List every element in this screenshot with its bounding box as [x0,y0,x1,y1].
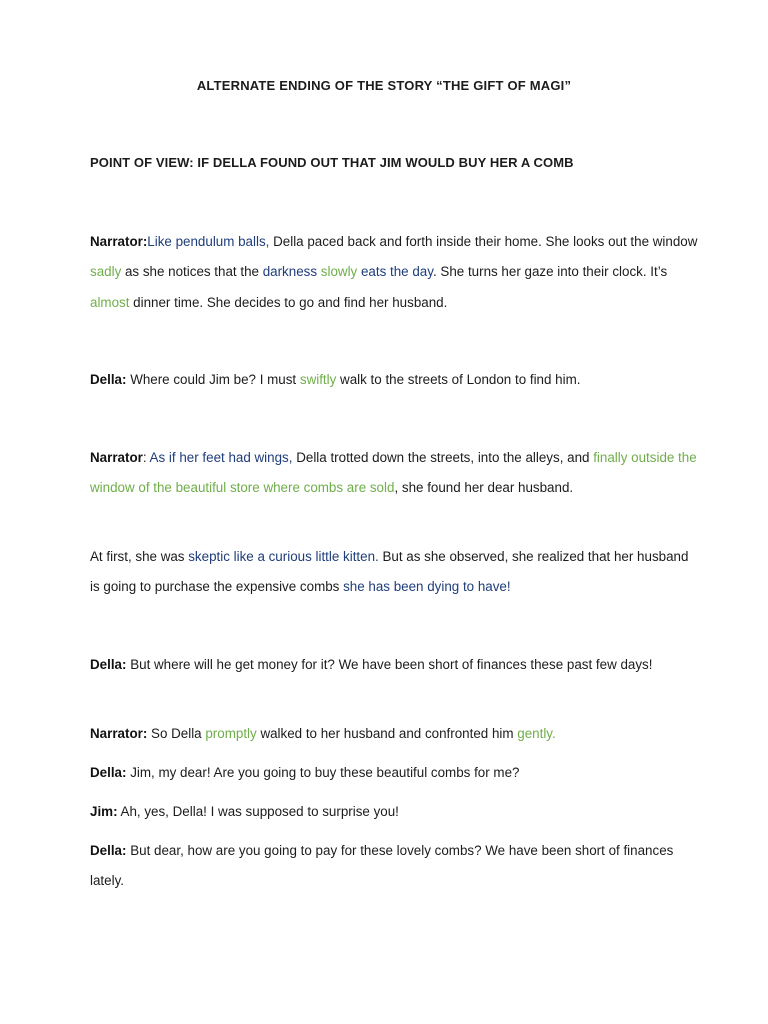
blue-highlight-segment: skeptic like a curious little kitten. [188,549,379,564]
text-segment: walk to the streets of London to find him. [336,372,581,387]
green-highlight-segment: sadly [90,264,122,280]
text-segment: : [142,450,147,465]
blue-highlight-segment: she has been dying to have! [343,579,511,595]
text-segment: , she found her dear husband. [394,480,574,496]
paragraph-5 [90,650,700,680]
text-segment: So Della [147,726,206,741]
green-highlight-segment: swiftly [299,372,337,387]
speaker-label: Narrator: [90,234,148,249]
text-segment: . She turns her gaze into their clock. It’s [432,264,668,280]
text-segment: walked to her husband and confronted him [256,726,518,741]
green-highlight-segment: almost [90,294,130,310]
blue-highlight-segment: As if her feet had wings, [146,450,293,465]
point-of-view-heading: POINT OF VIEW: IF DELLA FOUND OUT THAT JIM WOULD BUY HER A COMB [90,155,574,170]
blue-highlight-segment: darkness [262,264,318,280]
speaker-label: Jim: [90,804,118,819]
text-segment: Ah, yes, Della! I was supposed to surprise you! [117,804,399,819]
paragraph-3 [90,443,700,504]
speaker-label: Della: [90,372,127,387]
green-highlight-segment: slowly [320,264,358,280]
green-highlight-segment: promptly [205,726,257,741]
speaker-label: Della: [90,843,127,858]
paragraph-7 [90,758,700,788]
text-segment: But as she observed, she realized that her husband is going to purchase the expensive combs [90,549,689,595]
green-highlight-segment: gently. [517,726,556,741]
paragraph-1 [90,227,700,318]
paragraph-9 [90,836,700,897]
paragraph-2 [90,365,700,395]
blue-highlight-segment: eats the day [360,264,433,280]
text-segment: as she notices that the [121,264,263,280]
blue-highlight-segment: Like pendulum balls, [147,234,270,249]
text-segment: But where will he get money for it? We have been short of finances these past few days! [126,657,653,672]
speaker-label: Narrator: [90,726,148,741]
speaker-label: Della: [90,657,127,672]
paragraph-8 [90,797,700,827]
paragraph-4 [90,542,700,603]
text-segment: But dear, how are you going to pay for these lovely combs? We have been short of finances lately. [90,843,674,889]
text-segment: Della trotted down the streets, into the alleys, and [292,450,594,465]
text-segment: Della paced back and forth inside their home. She looks out the window [269,234,698,249]
speaker-label: Narrator [90,450,143,465]
text-segment: Where could Jim be? I must [126,372,300,387]
text-segment: dinner time. She decides to go and find her husband. [129,294,448,310]
paragraph-6 [90,719,700,749]
text-segment: At first, she was [90,549,189,564]
document-title: ALTERNATE ENDING OF THE STORY “THE GIFT OF MAGI” [196,78,572,93]
speaker-label: Della: [90,765,127,780]
text-segment: Jim, my dear! Are you going to buy these beautiful combs for me? [126,765,520,780]
green-highlight-segment: finally outside the window of the beautiful store where combs are sold [90,450,697,496]
